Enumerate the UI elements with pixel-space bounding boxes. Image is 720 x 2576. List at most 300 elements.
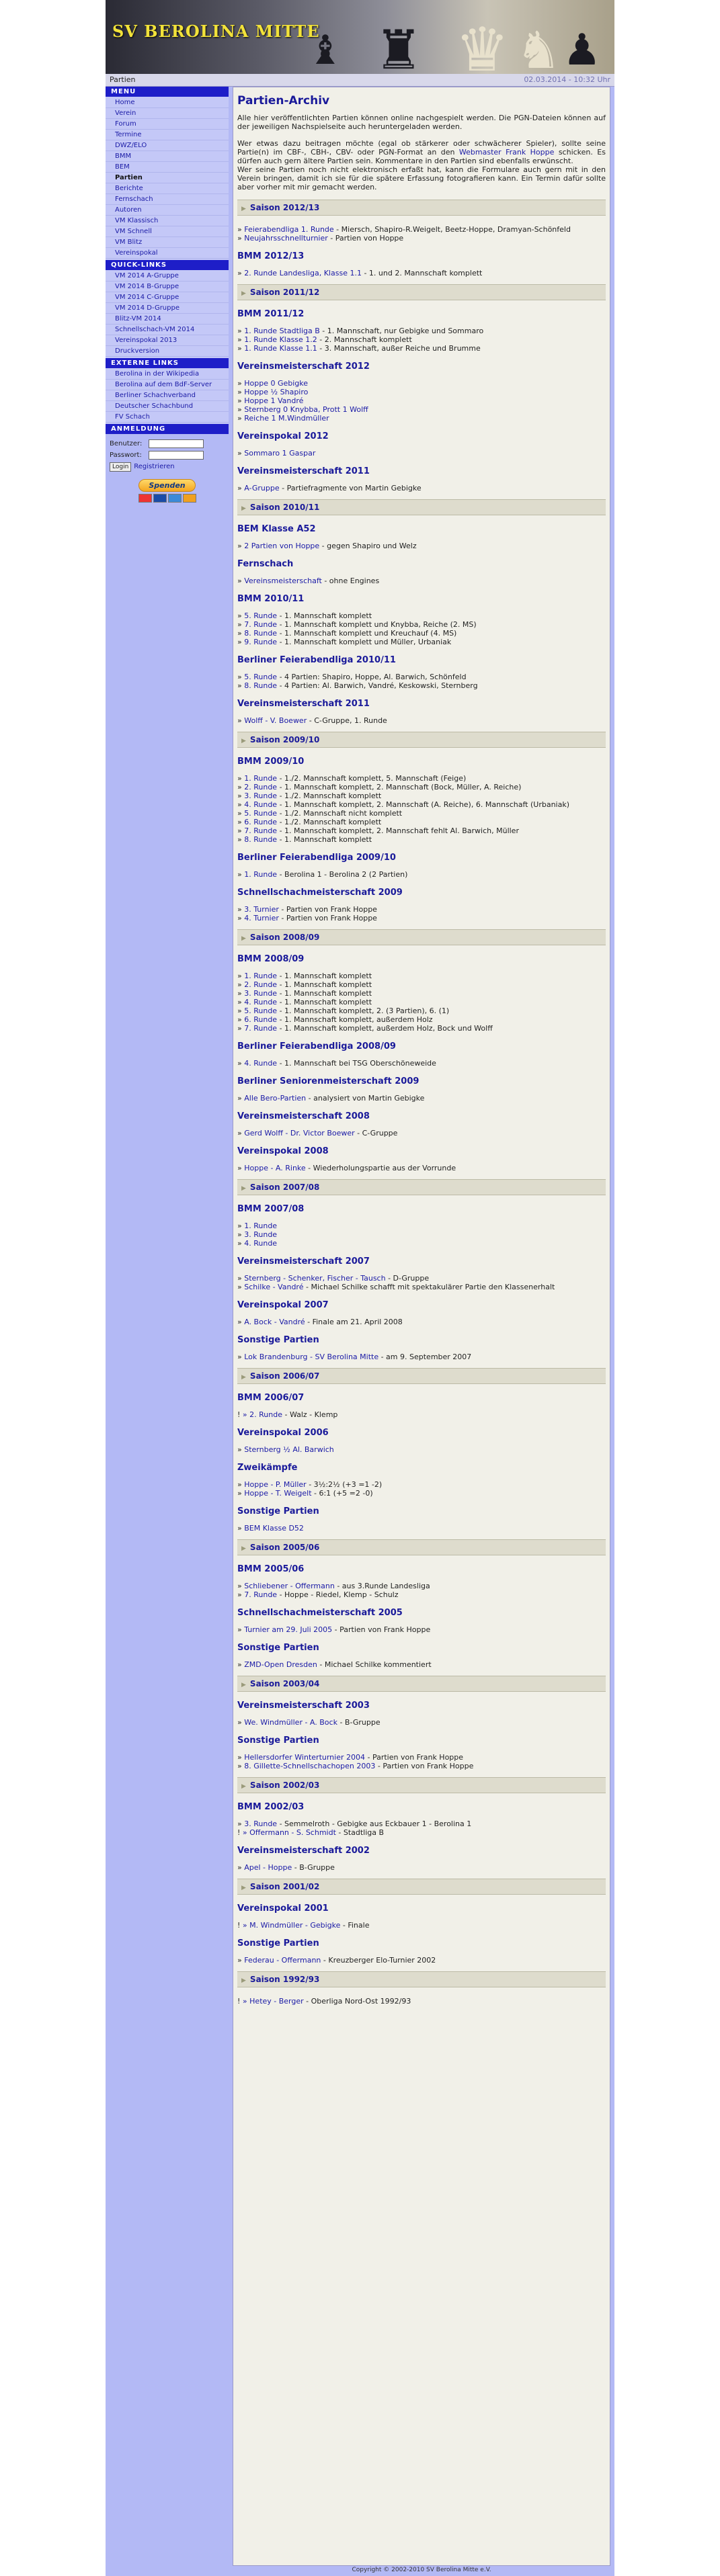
game-link[interactable]: Sternberg 0 Knybba, Prott 1 Wolff (244, 405, 368, 414)
game-link[interactable]: 1. Runde (244, 1221, 278, 1230)
bullet-icon: » (237, 269, 242, 277)
entry-description: - Hoppe - Riedel, Klemp - Schulz (277, 1590, 399, 1599)
bullet-icon: » (237, 449, 242, 458)
game-link[interactable]: Hoppe 1 Vandré (244, 396, 304, 405)
entry-list (237, 1059, 606, 1068)
list-item (237, 335, 606, 344)
entry-description: - Oberliga Nord-Ost 1992/93 (303, 1997, 411, 2006)
bullet-icon: » (237, 1129, 242, 1137)
sidebar-item[interactable]: VM Klassisch (106, 216, 229, 226)
group-heading: Zweikämpfe (237, 1463, 298, 1473)
game-link[interactable]: 4. Runde (244, 998, 278, 1006)
entry-description: - Miersch, Shapiro-R.Weigelt, Beetz-Hoppe, Dramyan-Schönfeld (333, 225, 571, 234)
season-header (237, 200, 606, 216)
sidebar-item[interactable]: DWZ/ELO (106, 140, 229, 151)
bullet-icon: » (237, 1239, 242, 1248)
list-item (237, 1997, 606, 2006)
entry-description: - Partien von Frank Hoppe (332, 1625, 431, 1634)
game-link[interactable]: » Offermann - S. Schmidt (242, 1828, 336, 1837)
entry-description: - 1. Mannschaft komplett, 2. Mannschaft (A. Reiche), 6. Mannschaft (Urbaniak) (277, 800, 570, 809)
username-label: Benutzer: (110, 440, 143, 447)
entry-description: - Wiederholungspartie aus der Vorrunde (305, 1164, 456, 1172)
bullet-icon: » (237, 1489, 242, 1498)
game-link[interactable]: 2. Runde (244, 783, 278, 791)
webmaster-link[interactable]: Webmaster Frank Hoppe (458, 148, 555, 157)
game-link[interactable]: Hoppe 0 Gebigke (244, 379, 309, 388)
bullet-icon: » (237, 972, 242, 980)
bullet-icon: » (237, 1590, 242, 1599)
game-link[interactable]: 7. Runde (244, 1024, 278, 1033)
list-item (237, 972, 606, 980)
group-heading: Schnellschachmeisterschaft 2005 (237, 1608, 403, 1618)
season-title: Saison 2007/08 (249, 1183, 320, 1192)
bullet-icon: ! (237, 1997, 241, 2006)
list-item (237, 826, 606, 835)
bullet-icon: » (237, 1024, 242, 1033)
game-link[interactable]: BEM Klasse D52 (244, 1524, 304, 1533)
group-heading: Vereinspokal 2006 (237, 1428, 329, 1438)
entry-description: - 1. Mannschaft komplett (277, 989, 372, 998)
group-heading: Sonstige Partien (237, 1335, 319, 1345)
entry-description: - 1. Mannschaft komplett (277, 998, 372, 1006)
game-link[interactable]: Schilke - Vandré (244, 1283, 304, 1291)
list-item (237, 379, 606, 388)
game-link[interactable]: 5. Runde (244, 673, 278, 681)
quicklink-item[interactable]: Vereinspokal 2013 (106, 335, 229, 346)
game-link[interactable]: We. Windmüller - A. Bock (244, 1718, 337, 1727)
entry-list (237, 1819, 606, 1837)
entry-description: - Partien von Frank Hoppe (375, 1762, 474, 1770)
entry-description: - 1. Mannschaft, nur Gebigke und Sommaro (319, 327, 484, 335)
entry-description: - 1./2. Mannschaft komplett (277, 818, 382, 826)
bullet-icon: » (237, 1318, 242, 1326)
entry-description: - 3. Mannschaft, außer Reiche und Brumme (317, 344, 481, 353)
bullet-icon: » (237, 791, 242, 800)
game-link[interactable]: 8. Runde (244, 629, 278, 638)
entry-description: - 1. und 2. Mannschaft komplett (361, 269, 483, 277)
entry-list (237, 1997, 606, 2006)
bullet-icon: » (237, 1480, 242, 1489)
season-header (237, 499, 606, 515)
game-link[interactable]: 3. Turnier (244, 905, 279, 914)
game-link[interactable]: 1. Runde Stadtliga B (244, 327, 320, 335)
entry-list (237, 774, 606, 844)
triangle-icon: ▶ (241, 1977, 246, 1984)
list-item (237, 388, 606, 396)
entry-description: - 1. Mannschaft komplett und Kreuchauf (4. MS) (277, 629, 457, 638)
season-title: Saison 2006/07 (249, 1371, 320, 1381)
chess-piece-icon: ♟ (563, 26, 602, 74)
entry-list (237, 1718, 606, 1727)
group-heading: Vereinsmeisterschaft 2002 (237, 1846, 370, 1856)
game-link[interactable]: Alle Bero-Partien (244, 1094, 307, 1103)
datetime-label: 02.03.2014 - 10:32 Uhr (524, 75, 610, 84)
bullet-icon: » (237, 1094, 242, 1103)
sidebar-item[interactable]: Forum (106, 119, 229, 130)
sidebar-item[interactable]: BMM (106, 151, 229, 162)
group-heading: Sonstige Partien (237, 1506, 319, 1516)
list-item (237, 1318, 606, 1326)
triangle-icon: ▶ (241, 1682, 246, 1688)
game-link[interactable]: 3. Runde (244, 1819, 278, 1828)
bullet-icon: » (237, 1006, 242, 1015)
external-link-item[interactable]: Berolina in der Wikipedia (106, 369, 229, 380)
group-heading: BMM 2010/11 (237, 594, 305, 604)
bullet-icon: » (237, 681, 242, 690)
entry-description: - D-Gruppe (385, 1274, 430, 1283)
entry-description: - gegen Shapiro und Welz (319, 542, 417, 550)
entry-description: - am 9. September 2007 (378, 1353, 472, 1361)
season-title: Saison 2011/12 (249, 288, 320, 297)
entry-description: - 1. Mannschaft komplett, 2. Mannschaft fehlt Al. Barwich, Müller (277, 826, 519, 835)
password-input[interactable] (149, 451, 204, 460)
login-button[interactable]: Login (110, 462, 131, 472)
game-link[interactable]: Hoppe - T. Weigelt (244, 1489, 312, 1498)
donate-widget (134, 479, 201, 503)
game-link[interactable]: » M. Windmüller - Gebigke (242, 1921, 341, 1930)
quicklink-item[interactable]: VM 2014 D-Gruppe (106, 303, 229, 314)
game-link[interactable]: Vereinsmeisterschaft (244, 576, 322, 585)
group-heading: BMM 2005/06 (237, 1564, 305, 1574)
game-link[interactable]: 2. Runde (244, 980, 278, 989)
sidebar-item[interactable]: Termine (106, 130, 229, 140)
game-link[interactable]: 7. Runde (244, 620, 278, 629)
bullet-icon: » (237, 1863, 242, 1872)
bullet-icon: ! (237, 1410, 241, 1419)
entry-list (237, 1753, 606, 1770)
chess-piece-icon: ♝ (307, 27, 344, 74)
sidebar-item[interactable]: Vereinspokal (106, 248, 229, 259)
game-link[interactable]: A-Gruppe (244, 484, 280, 492)
entry-list (237, 1221, 606, 1248)
entry-list (237, 1956, 606, 1965)
bullet-icon: » (237, 1164, 242, 1172)
game-link[interactable]: Hoppe ½ Shapiro (244, 388, 309, 396)
group-heading: BMM 2008/09 (237, 954, 305, 964)
group-heading: Fernschach (237, 559, 294, 569)
bullet-icon: » (237, 783, 242, 791)
list-item (237, 576, 606, 585)
bullet-icon: » (237, 388, 242, 396)
external-link-item[interactable]: Deutscher Schachbund (106, 401, 229, 412)
game-link[interactable]: Hoppe - P. Müller (244, 1480, 307, 1489)
list-item (237, 1863, 606, 1872)
list-item (237, 1921, 606, 1930)
entry-list (237, 542, 606, 550)
game-link[interactable]: 7. Runde (244, 1590, 278, 1599)
game-link[interactable]: 4. Runde (244, 1059, 278, 1068)
entry-description: - 1./2. Mannschaft komplett, 5. Mannschaft (Feige) (277, 774, 467, 783)
group-heading: Vereinsmeisterschaft 2003 (237, 1701, 370, 1711)
game-link[interactable]: » 2. Runde (242, 1410, 282, 1419)
entry-list (237, 449, 606, 458)
game-link[interactable]: ZMD-Open Dresden (244, 1660, 317, 1669)
triangle-icon: ▶ (241, 1783, 246, 1790)
game-link[interactable]: 8. Runde (244, 835, 278, 844)
game-link[interactable]: 1. Runde (244, 774, 278, 783)
game-link[interactable]: Lok Brandenburg - SV Berolina Mitte (244, 1353, 379, 1361)
list-item (237, 818, 606, 826)
season-title: Saison 2002/03 (249, 1780, 320, 1790)
quicklinks-list (106, 270, 229, 358)
game-link[interactable]: Sternberg - Schenker, Fischer - Tausch (244, 1274, 386, 1283)
bullet-icon: » (237, 1582, 242, 1590)
bullet-icon: » (237, 1819, 242, 1828)
game-link[interactable]: 5. Runde (244, 1006, 278, 1015)
list-item (237, 791, 606, 800)
game-link[interactable]: 1. Runde Klasse 1.1 (244, 344, 317, 353)
game-link[interactable]: Wolff - V. Boewer (244, 716, 307, 725)
list-item (237, 914, 606, 922)
game-link[interactable]: 7. Runde (244, 826, 278, 835)
bullet-icon: ! (237, 1828, 241, 1837)
quicklink-item[interactable]: VM 2014 B-Gruppe (106, 282, 229, 292)
triangle-icon: ▶ (241, 1545, 246, 1552)
intro-paragraph (237, 139, 606, 191)
external-link-item[interactable]: Berolina auf dem BdF-Server (106, 380, 229, 390)
quicklink-item[interactable]: Druckversion (106, 346, 229, 357)
group-heading: Vereinsmeisterschaft 2007 (237, 1256, 370, 1266)
entry-list (237, 716, 606, 725)
game-link[interactable]: 3. Runde (244, 1230, 278, 1239)
sidebar-item[interactable]: BEM (106, 162, 229, 173)
entry-list (237, 1480, 606, 1498)
list-item (237, 1059, 606, 1068)
list-item (237, 774, 606, 783)
site-header (106, 0, 614, 74)
list-item (237, 405, 606, 414)
entry-list (237, 1582, 606, 1599)
game-link[interactable]: » Hetey - Berger (242, 1997, 304, 2006)
game-link[interactable]: Feierabendliga 1. Runde (244, 225, 334, 234)
entry-list (237, 269, 606, 277)
game-link[interactable]: 8. Gillette-Schnellschachopen 2003 (244, 1762, 376, 1770)
game-link[interactable]: 4. Turnier (244, 914, 279, 922)
site-title[interactable]: SV BEROLINA MITTE (112, 22, 320, 41)
list-item (237, 905, 606, 914)
bullet-icon: » (237, 1015, 242, 1024)
entry-description: - Walz - Klemp (282, 1410, 338, 1419)
entry-description: - 4 Partien: Al. Barwich, Vandré, Keskowski, Sternberg (277, 681, 478, 690)
game-link[interactable]: Hoppe - A. Rinke (244, 1164, 306, 1172)
list-item (237, 327, 606, 335)
entry-description: - B-Gruppe (292, 1863, 335, 1872)
entry-list (237, 673, 606, 690)
game-link[interactable]: 1. Runde Klasse 1.2 (244, 335, 317, 344)
entry-description: - 1. Mannschaft komplett, 2. Mannschaft (Bock, Müller, A. Reiche) (277, 783, 522, 791)
bullet-icon: » (237, 809, 242, 818)
group-heading: Vereinsmeisterschaft 2008 (237, 1111, 370, 1121)
group-heading: BMM 2012/13 (237, 251, 305, 261)
intro-text: Wer etwas dazu beitragen möchte (egal ob stärkerer oder schwächerer Spieler), sollte seine Partie(n) im CBF-, CBH-, CBV- oder PGN-Format an den (237, 139, 606, 157)
entry-list (237, 379, 606, 423)
external-link-item[interactable]: Berliner Schachverband (106, 390, 229, 401)
list-item (237, 800, 606, 809)
bullet-icon: » (237, 576, 242, 585)
season-title: Saison 1992/93 (249, 1975, 320, 1984)
list-item (237, 1221, 606, 1230)
game-link[interactable]: 5. Runde (244, 809, 278, 818)
bullet-icon: » (237, 1059, 242, 1068)
menu-heading: MENU (106, 87, 229, 97)
donate-button[interactable]: Spenden (138, 479, 195, 492)
chess-piece-icon: ♛ (455, 15, 510, 74)
quicklink-item[interactable]: Schnellschach-VM 2014 (106, 325, 229, 335)
game-link[interactable]: Gerd Wolff - Dr. Victor Boewer (244, 1129, 355, 1137)
game-link[interactable]: 3. Runde (244, 791, 278, 800)
sidebar-item[interactable]: VM Blitz (106, 237, 229, 248)
triangle-icon: ▶ (241, 290, 246, 297)
game-link[interactable]: Hellersdorfer Winterturnier 2004 (244, 1753, 365, 1762)
list-item (237, 1445, 606, 1454)
triangle-icon: ▶ (241, 1885, 246, 1891)
season-header (237, 929, 606, 945)
group-heading: Berliner Feierabendliga 2008/09 (237, 1041, 396, 1051)
list-item (237, 269, 606, 277)
quicklink-item[interactable]: Blitz-VM 2014 (106, 314, 229, 325)
entry-description: - Partiefragmente von Martin Gebigke (279, 484, 422, 492)
entry-list (237, 1094, 606, 1103)
entry-description: - Semmelroth - Gebigke aus Eckbauer 1 - Berolina 1 (277, 1819, 472, 1828)
list-item (237, 1582, 606, 1590)
list-item (237, 1819, 606, 1828)
breadcrumb-bar (106, 74, 614, 87)
entry-description: - aus 3.Runde Landesliga (334, 1582, 430, 1590)
entry-description: - 1. Mannschaft komplett (277, 611, 372, 620)
entry-description: - Michael Schilke kommentiert (317, 1660, 432, 1669)
game-link[interactable]: 2. Runde Landesliga, Klasse 1.1 (244, 269, 362, 277)
page-frame (106, 0, 614, 2576)
bullet-icon: » (237, 225, 242, 234)
entry-description: - Stadtliga B (335, 1828, 385, 1837)
entry-description: - Michael Schilke schafft mit spektakulärer Partie den Klassenerhalt (303, 1283, 555, 1291)
bullet-icon: » (237, 327, 242, 335)
page-title: Partien-Archiv (237, 94, 330, 108)
list-item (237, 234, 606, 243)
entry-description: - 1. Mannschaft komplett (277, 835, 372, 844)
game-link[interactable]: 6. Runde (244, 818, 278, 826)
bullet-icon: » (237, 1660, 242, 1669)
bullet-icon: » (237, 774, 242, 783)
entry-description: - 1. Mannschaft bei TSG Oberschöneweide (277, 1059, 436, 1068)
list-item (237, 225, 606, 234)
quicklink-item[interactable]: VM 2014 C-Gruppe (106, 292, 229, 303)
bullet-icon: » (237, 989, 242, 998)
game-link[interactable]: 1. Runde (244, 870, 278, 879)
list-item (237, 344, 606, 353)
entry-description: - 6:1 (+5 =2 -0) (311, 1489, 373, 1498)
register-link[interactable]: Registrieren (134, 463, 175, 470)
game-link[interactable]: Turnier am 29. Juli 2005 (244, 1625, 333, 1634)
list-item (237, 1660, 606, 1669)
list-item (237, 1283, 606, 1291)
list-item (237, 809, 606, 818)
sidebar-item[interactable]: VM Schnell (106, 226, 229, 237)
sidebar-item[interactable]: Home (106, 97, 229, 108)
game-link[interactable]: Sommaro 1 Gaspar (244, 449, 316, 458)
sidebar-item[interactable]: Autoren (106, 205, 229, 216)
entry-list (237, 870, 606, 879)
sidebar-item[interactable]: Partien (106, 173, 229, 183)
username-input[interactable] (149, 439, 204, 448)
game-link[interactable]: 2 Partien von Hoppe (244, 542, 320, 550)
bullet-icon: » (237, 1353, 242, 1361)
bullet-icon: » (237, 620, 242, 629)
game-link[interactable]: 1. Runde (244, 972, 278, 980)
game-link[interactable]: 5. Runde (244, 611, 278, 620)
game-link[interactable]: 8. Runde (244, 681, 278, 690)
list-item (237, 542, 606, 550)
game-link[interactable]: A. Bock - Vandré (244, 1318, 305, 1326)
entry-description: - Partien von Frank Hoppe (278, 905, 377, 914)
quicklink-item[interactable]: VM 2014 A-Gruppe (106, 271, 229, 282)
entry-description: - Partien von Frank Hoppe (365, 1753, 464, 1762)
game-link[interactable]: Reiche 1 M.Windmüller (244, 414, 329, 423)
entry-list (237, 1410, 606, 1419)
game-link[interactable]: Neujahrsschnellturnier (244, 234, 328, 243)
bullet-icon: » (237, 629, 242, 638)
list-item (237, 1094, 606, 1103)
season-title: Saison 2005/06 (249, 1543, 320, 1552)
game-link[interactable]: 9. Runde (244, 638, 278, 646)
chess-piece-icon: ♞ (516, 20, 562, 74)
season-header (237, 1368, 606, 1384)
group-heading: BMM 2011/12 (237, 309, 305, 319)
game-link[interactable]: 6. Runde (244, 1015, 278, 1024)
game-link[interactable]: Apel - Hoppe (244, 1863, 292, 1872)
game-link[interactable]: 4. Runde (244, 1239, 278, 1248)
entry-list (237, 611, 606, 646)
bullet-icon: » (237, 1625, 242, 1634)
entry-description: - 2. Mannschaft komplett (317, 335, 412, 344)
game-link[interactable]: 3. Runde (244, 989, 278, 998)
list-item (237, 1956, 606, 1965)
bullet-icon: » (237, 905, 242, 914)
sidebar-item[interactable]: Fernschach (106, 194, 229, 205)
sidebar-item[interactable]: Verein (106, 108, 229, 119)
bullet-icon: » (237, 234, 242, 243)
external-link-item[interactable]: FV Schach (106, 412, 229, 423)
entry-description: - 1. Mannschaft komplett und Müller, Urbaniak (277, 638, 452, 646)
entry-description: - 1./2. Mannschaft nicht komplett (277, 809, 403, 818)
bullet-icon: » (237, 638, 242, 646)
bullet-icon: » (237, 800, 242, 809)
bullet-icon: » (237, 980, 242, 989)
sidebar (106, 87, 229, 507)
list-item (237, 611, 606, 620)
bullet-icon: » (237, 1283, 242, 1291)
list-item (237, 1129, 606, 1137)
game-link[interactable]: 4. Runde (244, 800, 278, 809)
list-item (237, 980, 606, 989)
group-heading: Vereinspokal 2012 (237, 431, 329, 441)
game-link[interactable]: Sternberg ½ Al. Barwich (244, 1445, 334, 1454)
bullet-icon: » (237, 835, 242, 844)
game-link[interactable]: Federau - Offermann (244, 1956, 321, 1965)
sidebar-item[interactable]: Berichte (106, 183, 229, 194)
entry-description: - Partien von Frank Hoppe (278, 914, 377, 922)
list-item (237, 673, 606, 681)
group-heading: Vereinspokal 2008 (237, 1146, 329, 1156)
entry-description: - C-Gruppe (354, 1129, 398, 1137)
game-link[interactable]: Schliebener - Offermann (244, 1582, 335, 1590)
group-heading: BEM Klasse A52 (237, 524, 316, 534)
entry-list (237, 327, 606, 353)
entry-list (237, 1445, 606, 1454)
list-item (237, 620, 606, 629)
group-heading: BMM 2007/08 (237, 1204, 305, 1214)
list-item (237, 1828, 606, 1837)
